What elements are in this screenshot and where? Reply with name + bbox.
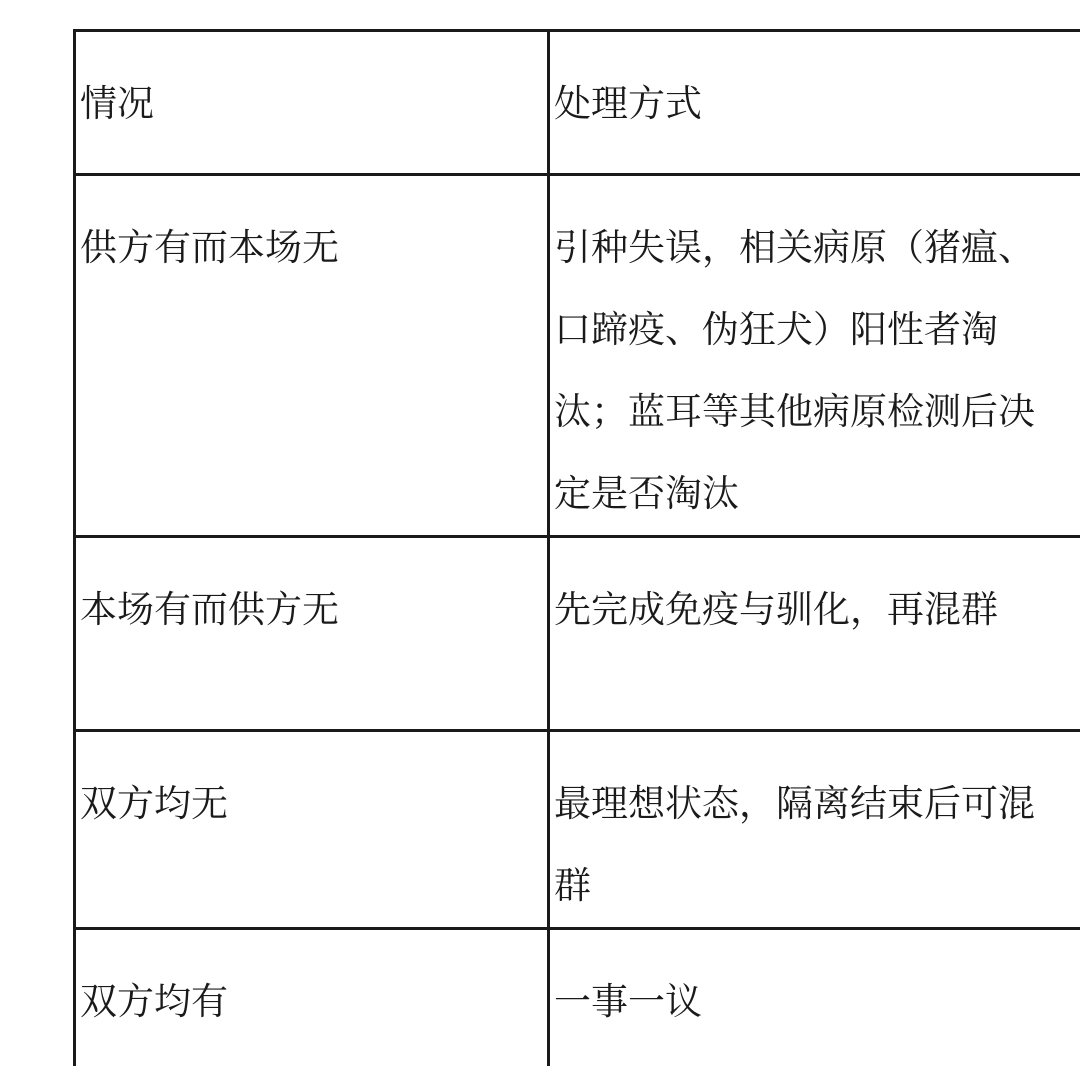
data-table (73, 29, 1080, 1066)
situation-cell (75, 929, 549, 1067)
header-cell-handling (549, 31, 1080, 175)
handling-text: 最理想状态，隔离结束后可混群 (554, 782, 1035, 907)
table-row (75, 175, 1080, 537)
header-cell-situation (75, 31, 549, 175)
table-header-row (75, 31, 1080, 175)
situation-cell (75, 731, 549, 929)
handling-cell (549, 175, 1080, 537)
table-container (73, 29, 1080, 1066)
table-row (75, 929, 1080, 1067)
handling-text: 引种失误，相关病原（猪瘟、口蹄疫、伪狂犬）阳性者淘汰；蓝耳等其他病原检测后决定是否淘汰 (554, 226, 1035, 515)
handling-cell (549, 537, 1080, 731)
handling-text: 先完成免疫与驯化，再混群 (554, 588, 998, 631)
situation-text: 双方均有 (80, 980, 228, 1023)
situation-text: 双方均无 (80, 782, 228, 825)
situation-cell (75, 537, 549, 731)
table-row (75, 731, 1080, 929)
header-handling-text: 处理方式 (554, 82, 702, 125)
handling-text: 一事一议 (554, 980, 702, 1023)
situation-text: 供方有而本场无 (80, 226, 339, 269)
situation-text: 本场有而供方无 (80, 588, 339, 631)
situation-cell (75, 175, 549, 537)
header-situation-text: 情况 (80, 82, 154, 125)
handling-cell (549, 731, 1080, 929)
table-row (75, 537, 1080, 731)
handling-cell (549, 929, 1080, 1067)
